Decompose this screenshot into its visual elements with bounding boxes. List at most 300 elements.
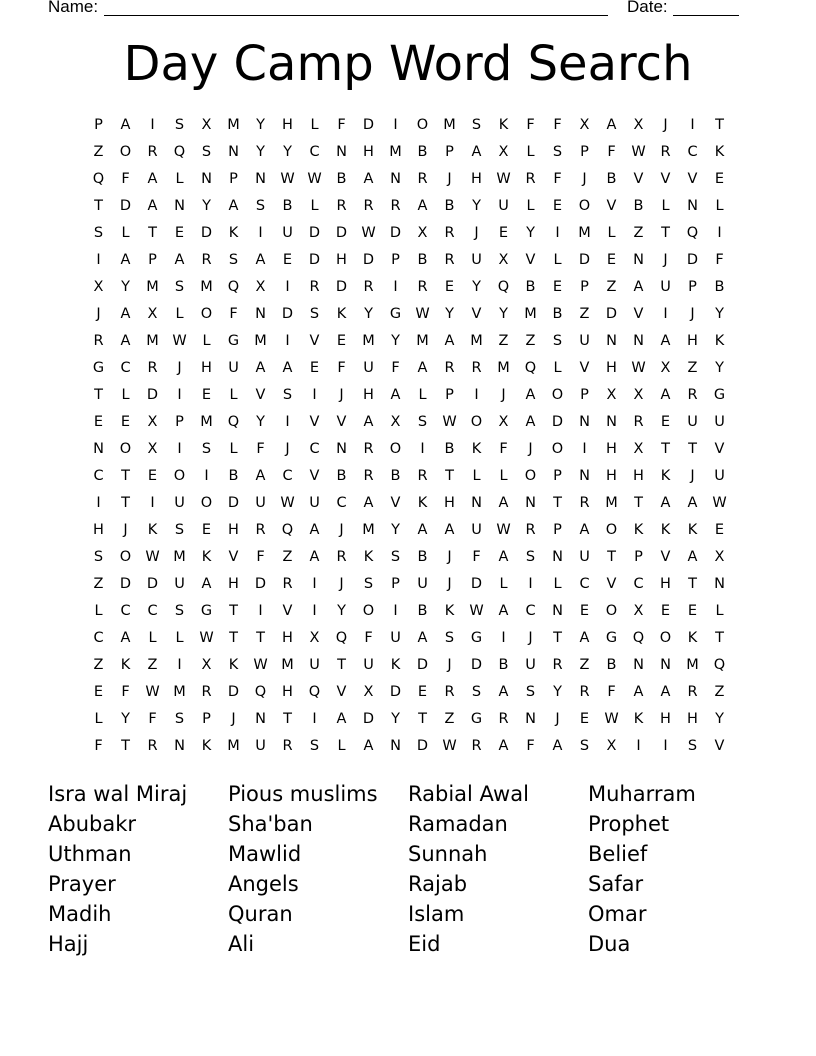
grid-letter: H	[201, 359, 212, 376]
grid-letter: E	[282, 251, 293, 268]
grid-letter: W	[307, 170, 322, 187]
word-list-item: Sunnah	[408, 842, 488, 866]
grid-letter: C	[120, 359, 131, 376]
grid-letter: L	[175, 305, 184, 322]
grid-letter: I	[285, 413, 290, 430]
grid-letter: O	[659, 629, 672, 646]
grid-letter: F	[391, 359, 400, 376]
grid-letter: B	[390, 467, 401, 484]
grid-letter: H	[471, 170, 482, 187]
grid-letter: K	[201, 737, 212, 754]
grid-letter: T	[418, 710, 427, 727]
grid-letter: L	[310, 197, 319, 214]
grid-letter: U	[363, 359, 374, 376]
grid-letter: R	[444, 359, 455, 376]
word-list-item: Dua	[588, 932, 631, 956]
grid-letter: S	[201, 143, 212, 160]
grid-letter: D	[686, 251, 699, 268]
grid-letter: A	[255, 467, 266, 484]
grid-letter: T	[337, 656, 346, 673]
grid-letter: J	[663, 251, 668, 268]
grid-letter: B	[228, 467, 239, 484]
grid-letter: I	[258, 602, 263, 619]
grid-letter: P	[634, 548, 643, 565]
grid-letter: Q	[281, 521, 294, 538]
grid-letter: D	[470, 656, 483, 673]
grid-letter: P	[202, 710, 211, 727]
grid-letter: Z	[579, 656, 590, 673]
grid-letter: W	[496, 170, 511, 187]
grid-letter: E	[498, 224, 509, 241]
grid-letter: M	[227, 116, 240, 133]
grid-letter: X	[714, 548, 725, 565]
grid-letter: I	[96, 251, 101, 268]
grid-letter: J	[474, 224, 479, 241]
grid-letter: A	[201, 575, 212, 592]
grid-letter: A	[417, 197, 428, 214]
grid-letter: O	[551, 386, 564, 403]
grid-letter: Y	[715, 305, 724, 322]
grid-letter: N	[201, 170, 212, 187]
name-blank-line	[104, 0, 608, 16]
word-list-item: Prayer	[48, 872, 116, 896]
grid-letter: Y	[121, 710, 130, 727]
grid-letter: L	[310, 116, 319, 133]
grid-letter: X	[309, 629, 320, 646]
grid-letter: F	[715, 251, 724, 268]
grid-letter: W	[442, 737, 457, 754]
grid-letter: W	[172, 332, 187, 349]
grid-letter: J	[339, 521, 344, 538]
grid-letter: I	[177, 656, 182, 673]
grid-letter: L	[148, 629, 157, 646]
grid-letter: B	[417, 143, 428, 160]
grid-letter: L	[499, 575, 508, 592]
grid-letter: A	[363, 413, 374, 430]
grid-letter: O	[362, 602, 375, 619]
grid-letter: L	[715, 197, 724, 214]
grid-letter: X	[147, 440, 158, 457]
grid-letter: S	[174, 278, 185, 295]
grid-letter: N	[255, 305, 266, 322]
grid-letter: R	[579, 683, 590, 700]
grid-letter: U	[390, 629, 401, 646]
grid-letter: A	[417, 359, 428, 376]
grid-letter: F	[607, 683, 616, 700]
grid-letter: J	[177, 359, 182, 376]
grid-letter: L	[418, 386, 427, 403]
grid-letter: Y	[472, 278, 481, 295]
grid-letter: D	[227, 683, 240, 700]
grid-letter: D	[200, 224, 213, 241]
grid-letter: J	[339, 575, 344, 592]
grid-letter: R	[363, 440, 374, 457]
grid-letter: W	[631, 143, 646, 160]
grid-letter: W	[145, 683, 160, 700]
grid-letter: H	[228, 575, 239, 592]
grid-letter: E	[336, 332, 347, 349]
grid-letter: C	[93, 467, 104, 484]
grid-letter: D	[146, 386, 159, 403]
grid-letter: Z	[147, 656, 158, 673]
grid-letter: T	[553, 629, 562, 646]
grid-letter: G	[713, 386, 726, 403]
grid-letter: S	[174, 116, 185, 133]
grid-letter: L	[499, 467, 508, 484]
grid-letter: Z	[579, 305, 590, 322]
grid-letter: P	[229, 170, 238, 187]
grid-letter: R	[525, 170, 536, 187]
grid-letter: U	[174, 575, 185, 592]
grid-letter: C	[120, 602, 131, 619]
grid-letter: W	[712, 494, 727, 511]
grid-letter: Y	[445, 305, 454, 322]
word-list-item: Pious muslims	[228, 782, 378, 806]
grid-letter: V	[687, 170, 698, 187]
grid-letter: R	[525, 521, 536, 538]
grid-letter: L	[121, 224, 130, 241]
grid-letter: I	[150, 116, 155, 133]
grid-letter: Y	[364, 305, 373, 322]
grid-letter: N	[714, 575, 725, 592]
grid-letter: L	[229, 440, 238, 457]
grid-letter: D	[362, 116, 375, 133]
grid-letter: A	[579, 521, 590, 538]
grid-letter: R	[336, 548, 347, 565]
grid-letter: X	[606, 737, 617, 754]
grid-letter: U	[228, 359, 239, 376]
grid-letter: A	[309, 548, 320, 565]
grid-letter: J	[123, 521, 128, 538]
grid-letter: V	[606, 575, 617, 592]
grid-letter: M	[173, 683, 186, 700]
grid-letter: O	[524, 467, 537, 484]
grid-letter: E	[417, 683, 428, 700]
grid-letter: N	[93, 440, 104, 457]
grid-letter: C	[93, 629, 104, 646]
grid-letter: P	[148, 251, 157, 268]
grid-letter: I	[285, 332, 290, 349]
grid-letter: A	[147, 170, 158, 187]
grid-letter: M	[686, 656, 699, 673]
grid-letter: K	[660, 521, 671, 538]
word-list-item: Uthman	[48, 842, 132, 866]
grid-letter: E	[93, 413, 104, 430]
grid-letter: E	[120, 413, 131, 430]
grid-letter: N	[579, 467, 590, 484]
grid-letter: K	[336, 305, 347, 322]
grid-letter: N	[336, 143, 347, 160]
grid-letter: V	[390, 494, 401, 511]
grid-letter: A	[120, 332, 131, 349]
grid-letter: R	[417, 467, 428, 484]
grid-letter: U	[309, 494, 320, 511]
grid-letter: X	[417, 224, 428, 241]
grid-letter: Y	[391, 332, 400, 349]
grid-letter: P	[445, 143, 454, 160]
grid-letter: E	[552, 278, 563, 295]
grid-letter: O	[200, 305, 213, 322]
grid-letter: Y	[121, 278, 130, 295]
grid-letter: M	[146, 278, 159, 295]
grid-letter: D	[119, 197, 132, 214]
grid-letter: H	[606, 440, 617, 457]
grid-letter: Q	[632, 629, 645, 646]
grid-letter: M	[173, 548, 186, 565]
grid-letter: V	[282, 602, 293, 619]
grid-letter: R	[444, 683, 455, 700]
grid-letter: R	[93, 332, 104, 349]
grid-letter: E	[579, 602, 590, 619]
grid-letter: Y	[256, 413, 265, 430]
grid-letter: J	[447, 548, 452, 565]
grid-letter: M	[146, 332, 159, 349]
grid-letter: R	[255, 521, 266, 538]
grid-letter: J	[96, 305, 101, 322]
word-list-item: Prophet	[588, 812, 670, 836]
grid-letter: W	[442, 413, 457, 430]
grid-letter: A	[417, 629, 428, 646]
grid-letter: U	[525, 656, 536, 673]
grid-letter: Q	[524, 359, 537, 376]
grid-letter: N	[633, 332, 644, 349]
grid-letter: T	[256, 629, 265, 646]
grid-letter: X	[93, 278, 104, 295]
grid-letter: S	[471, 683, 482, 700]
grid-letter: S	[444, 629, 455, 646]
grid-letter: A	[498, 548, 509, 565]
grid-letter: F	[364, 629, 373, 646]
grid-letter: I	[393, 278, 398, 295]
grid-letter: X	[606, 386, 617, 403]
grid-letter: A	[363, 737, 374, 754]
grid-letter: T	[229, 602, 238, 619]
grid-letter: W	[604, 710, 619, 727]
grid-letter: E	[687, 602, 698, 619]
grid-letter: U	[498, 197, 509, 214]
grid-letter: C	[687, 143, 698, 160]
grid-letter: T	[688, 575, 697, 592]
grid-letter: Z	[606, 278, 617, 295]
grid-letter: I	[717, 224, 722, 241]
grid-letter: Q	[686, 224, 699, 241]
grid-letter: S	[282, 386, 293, 403]
grid-letter: N	[525, 710, 536, 727]
grid-letter: R	[417, 170, 428, 187]
grid-letter: S	[687, 737, 698, 754]
grid-letter: T	[661, 224, 670, 241]
grid-letter: M	[389, 143, 402, 160]
grid-letter: A	[633, 278, 644, 295]
grid-letter: Y	[202, 197, 211, 214]
grid-letter: W	[280, 494, 295, 511]
grid-letter: T	[553, 494, 562, 511]
grid-letter: V	[471, 305, 482, 322]
grid-letter: A	[498, 737, 509, 754]
grid-letter: H	[660, 710, 671, 727]
grid-letter: J	[690, 467, 695, 484]
grid-letter: R	[282, 737, 293, 754]
grid-letter: A	[255, 251, 266, 268]
grid-letter: N	[255, 170, 266, 187]
grid-letter: X	[498, 413, 509, 430]
grid-letter: K	[120, 656, 131, 673]
grid-letter: N	[633, 251, 644, 268]
word-list-item: Muharram	[588, 782, 696, 806]
grid-letter: P	[580, 386, 589, 403]
grid-letter: D	[551, 413, 564, 430]
grid-letter: R	[417, 278, 428, 295]
grid-letter: L	[472, 467, 481, 484]
grid-letter: R	[471, 359, 482, 376]
grid-letter: Z	[687, 359, 698, 376]
grid-letter: I	[150, 494, 155, 511]
grid-letter: Z	[714, 683, 725, 700]
grid-letter: N	[390, 170, 401, 187]
grid-letter: U	[579, 548, 590, 565]
grid-letter: B	[282, 197, 293, 214]
grid-letter: W	[199, 629, 214, 646]
grid-letter: N	[606, 332, 617, 349]
grid-letter: V	[309, 413, 320, 430]
grid-letter: D	[146, 575, 159, 592]
grid-letter: N	[174, 197, 185, 214]
grid-letter: J	[447, 575, 452, 592]
grid-letter: J	[528, 629, 533, 646]
grid-letter: S	[93, 548, 104, 565]
grid-letter: H	[363, 143, 374, 160]
grid-letter: R	[552, 656, 563, 673]
grid-letter: A	[498, 602, 509, 619]
grid-letter: F	[148, 710, 157, 727]
grid-letter: A	[363, 170, 374, 187]
grid-letter: T	[94, 197, 103, 214]
grid-letter: A	[552, 737, 563, 754]
grid-letter: A	[120, 629, 131, 646]
grid-letter: R	[282, 575, 293, 592]
grid-letter: N	[606, 413, 617, 430]
word-list-item: Islam	[408, 902, 465, 926]
grid-letter: M	[281, 656, 294, 673]
word-list	[48, 779, 768, 959]
grid-letter: C	[336, 494, 347, 511]
grid-letter: G	[470, 629, 483, 646]
grid-letter: I	[528, 575, 533, 592]
grid-letter: I	[393, 602, 398, 619]
grid-letter: V	[606, 197, 617, 214]
grid-letter: L	[229, 386, 238, 403]
grid-letter: E	[444, 278, 455, 295]
grid-letter: S	[309, 737, 320, 754]
grid-letter: W	[253, 656, 268, 673]
grid-letter: S	[471, 116, 482, 133]
grid-letter: C	[525, 602, 536, 619]
grid-letter: I	[312, 710, 317, 727]
grid-letter: R	[444, 251, 455, 268]
grid-letter: A	[660, 332, 671, 349]
grid-letter: S	[363, 575, 374, 592]
grid-letter: R	[363, 278, 374, 295]
grid-letter: M	[227, 737, 240, 754]
grid-letter: H	[633, 467, 644, 484]
grid-letter: L	[661, 197, 670, 214]
grid-letter: R	[363, 467, 374, 484]
grid-letter: N	[552, 602, 563, 619]
grid-letter: F	[607, 143, 616, 160]
grid-letter: N	[390, 737, 401, 754]
grid-letter: D	[470, 575, 483, 592]
grid-letter: O	[119, 440, 132, 457]
grid-letter: Z	[444, 710, 455, 727]
grid-letter: S	[309, 305, 320, 322]
grid-letter: H	[444, 494, 455, 511]
grid-letter: U	[282, 224, 293, 241]
grid-letter: X	[633, 440, 644, 457]
grid-letter: T	[715, 116, 724, 133]
grid-letter: J	[690, 305, 695, 322]
grid-letter: E	[174, 224, 185, 241]
grid-letter: U	[309, 656, 320, 673]
grid-letter: F	[121, 683, 130, 700]
grid-letter: R	[471, 737, 482, 754]
grid-letter: I	[636, 737, 641, 754]
grid-letter: E	[201, 386, 212, 403]
grid-letter: N	[633, 656, 644, 673]
grid-letter: P	[553, 467, 562, 484]
grid-letter: S	[93, 224, 104, 241]
grid-letter: J	[285, 440, 290, 457]
word-list-item: Belief	[588, 842, 648, 866]
grid-letter: E	[579, 710, 590, 727]
word-list-item: Quran	[228, 902, 293, 926]
grid-letter: A	[363, 494, 374, 511]
grid-letter: S	[417, 413, 428, 430]
grid-letter: X	[498, 143, 509, 160]
grid-letter: R	[147, 143, 158, 160]
grid-letter: D	[416, 737, 429, 754]
grid-letter: A	[498, 683, 509, 700]
grid-letter: B	[525, 278, 536, 295]
grid-letter: Q	[227, 413, 240, 430]
grid-letter: F	[121, 170, 130, 187]
grid-letter: D	[119, 575, 132, 592]
word-list-item: Mawlid	[228, 842, 302, 866]
grid-letter: D	[389, 224, 402, 241]
grid-letter: X	[201, 116, 212, 133]
grid-letter: O	[470, 413, 483, 430]
grid-letter: G	[605, 629, 618, 646]
grid-letter: A	[120, 305, 131, 322]
grid-letter: F	[256, 440, 265, 457]
date-blank-line	[673, 0, 739, 16]
name-label: Name:	[48, 0, 99, 16]
grid-letter: G	[470, 710, 483, 727]
grid-letter: H	[336, 251, 347, 268]
grid-letter: Z	[93, 143, 104, 160]
grid-letter: V	[660, 548, 671, 565]
grid-letter: I	[501, 629, 506, 646]
grid-letter: I	[690, 116, 695, 133]
grid-letter: J	[501, 386, 506, 403]
grid-letter: E	[660, 602, 671, 619]
grid-letter: X	[201, 656, 212, 673]
grid-letter: M	[362, 332, 375, 349]
grid-letter: D	[605, 305, 618, 322]
grid-letter: K	[633, 521, 644, 538]
grid-letter: T	[121, 467, 130, 484]
grid-letter: Y	[256, 116, 265, 133]
grid-letter: X	[660, 359, 671, 376]
